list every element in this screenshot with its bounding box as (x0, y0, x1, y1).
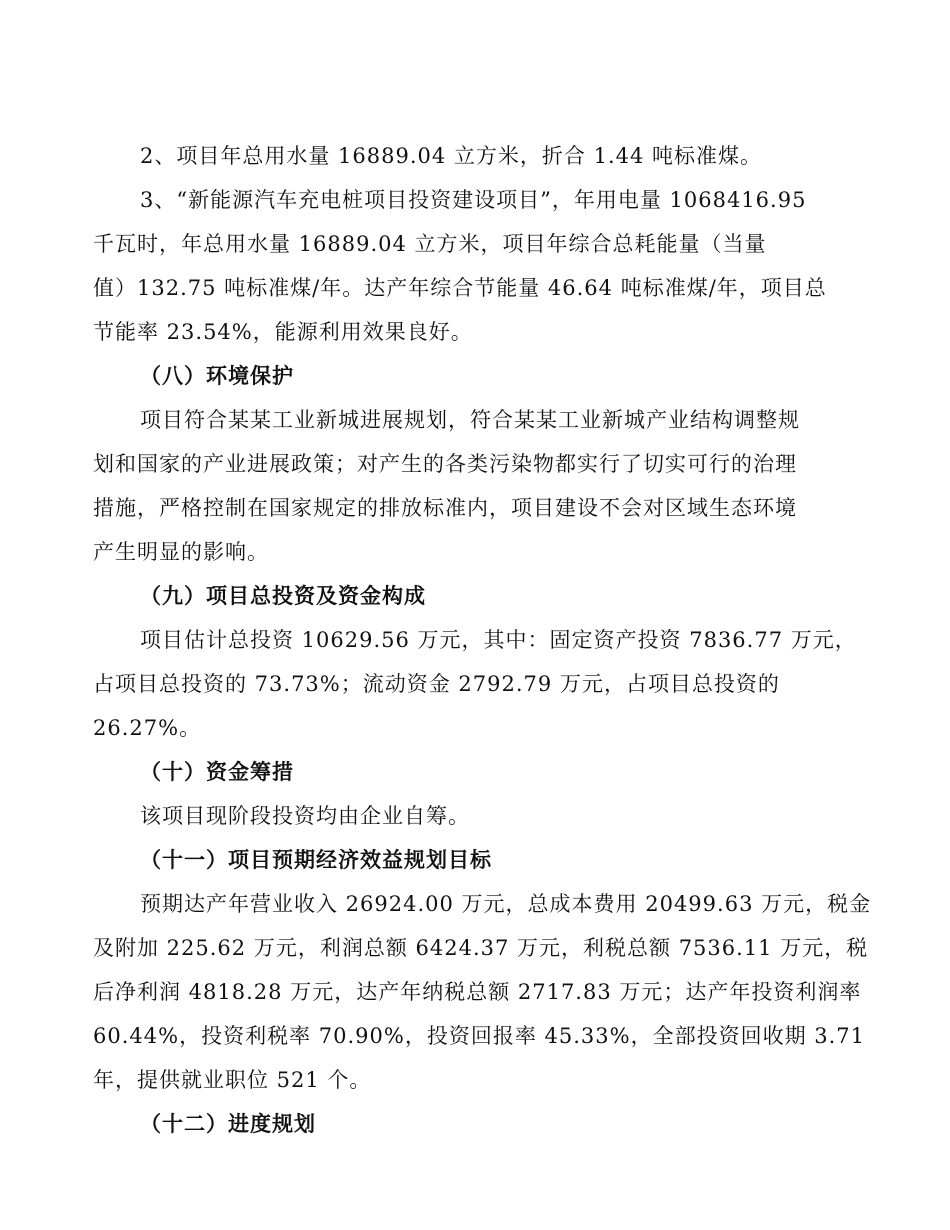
paragraph-line: 26.27%。 (93, 716, 202, 740)
paragraph-line: 千瓦时，年总用水量 16889.04 立方米，项目年综合总耗能量（当量 (93, 232, 767, 256)
paragraph-line: 该项目现阶段投资均由企业自筹。 (140, 804, 470, 828)
paragraph-line: 60.44%，投资利税率 70.90%，投资回报率 45.33%，全部投资回收期 3.71 (93, 1024, 866, 1048)
paragraph-line: 占项目总投资的 73.73%；流动资金 2792.79 万元，占项目总投资的 (93, 672, 780, 696)
section-heading-schedule: （十二）进度规划 (140, 1112, 316, 1136)
section-heading-funding: （十）资金筹措 (140, 760, 294, 784)
paragraph-line: 2、项目年总用水量 16889.04 立方米，折合 1.44 吨标准煤。 (140, 144, 763, 168)
paragraph-line: 划和国家的产业进展政策；对产生的各类污染物都实行了切实可行的治理 (93, 452, 797, 476)
paragraph-line: 及附加 225.62 万元，利润总额 6424.37 万元，利税总额 7536.11 万元，税 (93, 936, 869, 960)
paragraph-line: 3、“新能源汽车充电桩项目投资建设项目”，年用电量 1068416.95 (140, 188, 807, 212)
section-heading-economic: （十一）项目预期经济效益规划目标 (140, 848, 492, 872)
paragraph-line: 年，提供就业职位 521 个。 (93, 1068, 372, 1092)
section-heading-investment: （九）项目总投资及资金构成 (140, 584, 426, 608)
paragraph-line: 预期达产年营业收入 26924.00 万元，总成本费用 20499.63 万元，税金 (140, 892, 872, 916)
paragraph-line: 值）132.75 吨标准煤/年。达产年综合节能量 46.64 吨标准煤/年，项目总 (93, 276, 827, 300)
paragraph-line: 项目符合某某工业新城进展规划，符合某某工业新城产业结构调整规 (140, 408, 800, 432)
paragraph-line: 产生明显的影响。 (93, 540, 269, 564)
paragraph-line: 项目估计总投资 10629.56 万元，其中：固定资产投资 7836.77 万元， (140, 628, 857, 652)
paragraph-line: 节能率 23.54%，能源利用效果良好。 (93, 320, 473, 344)
paragraph-line: 措施，严格控制在国家规定的排放标准内，项目建设不会对区域生态环境 (93, 496, 797, 520)
paragraph-line: 后净利润 4818.28 万元，达产年纳税总额 2717.83 万元；达产年投资利润率 (93, 980, 862, 1004)
section-heading-environment: （八）环境保护 (140, 364, 294, 388)
